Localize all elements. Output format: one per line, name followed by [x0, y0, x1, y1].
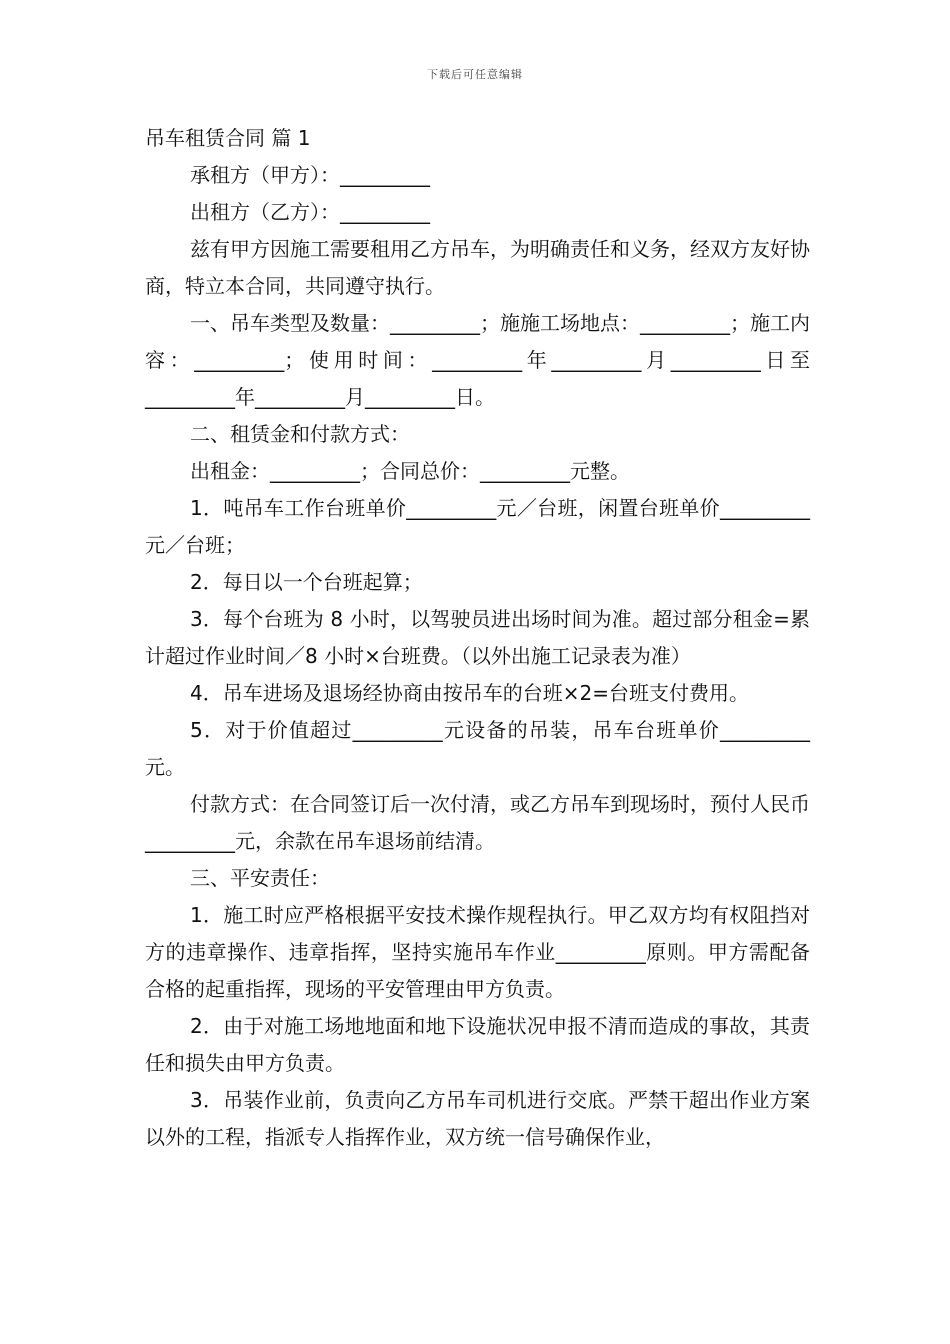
section-1-paragraph: 一、吊车类型及数量：_________；施施工场地点：_________；施工内容：_________；使用时间：_________年_________月_________日至_________年_________月_________日。 [145, 311, 810, 409]
clause-3-2: 2．由于对施工场地地面和地下设施状况申报不清而造成的事故，其责任和损失由甲方负责。 [145, 1014, 810, 1075]
section-2-heading: 二、租赁金和付款方式： [190, 422, 410, 446]
lessee-line: 承租方（甲方）：_________ [190, 163, 430, 187]
clause-2-4: 4．吊车进场及退场经协商由按吊车的台班×2=台班支付费用。 [190, 681, 749, 705]
payment-method-paragraph: 付款方式：在合同签订后一次付清，或乙方吊车到现场时，预付人民币_________元，余款在吊车退场前结清。 [145, 792, 810, 853]
lessor-line: 出租方（乙方）：_________ [190, 200, 430, 224]
preamble-paragraph: 兹有甲方因施工需要租用乙方吊车，为明确责任和义务，经双方友好协商，特立本合同，共同遵守执行。 [145, 237, 810, 298]
document-title: 吊车租赁合同 篇 1 [145, 126, 311, 150]
page-header: 下载后可任意编辑 [427, 68, 523, 81]
clause-2-2: 2．每日以一个台班起算； [190, 570, 423, 594]
rent-line: 出租金：_________；合同总价：_________元整。 [190, 459, 630, 483]
section-3-heading: 三、平安责任： [190, 866, 330, 890]
clause-2-1: 1．吨吊车工作台班单价_________元／台班，闲置台班单价_________元／台班； [145, 496, 810, 557]
clause-2-3: 3．每个台班为 8 小时，以驾驶员进出场时间为准。超过部分租金=累计超过作业时间／8 小时×台班费。（以外出施工记录表为准） [145, 607, 810, 668]
document-body [145, 120, 810, 1156]
clause-3-3: 3．吊装作业前，负责向乙方吊车司机进行交底。严禁干超出作业方案以外的工程，指派专人指挥作业，双方统一信号确保作业， [145, 1088, 810, 1149]
clause-2-5: 5．对于价值超过_________元设备的吊装，吊车台班单价_________元。 [145, 718, 810, 779]
clause-3-1: 1．施工时应严格根据平安技术操作规程执行。甲乙双方均有权阻挡对方的违章操作、违章指挥，坚持实施吊车作业_________原则。甲方需配备合格的起重指挥，现场的平安管理由甲方负责。 [145, 903, 810, 1001]
